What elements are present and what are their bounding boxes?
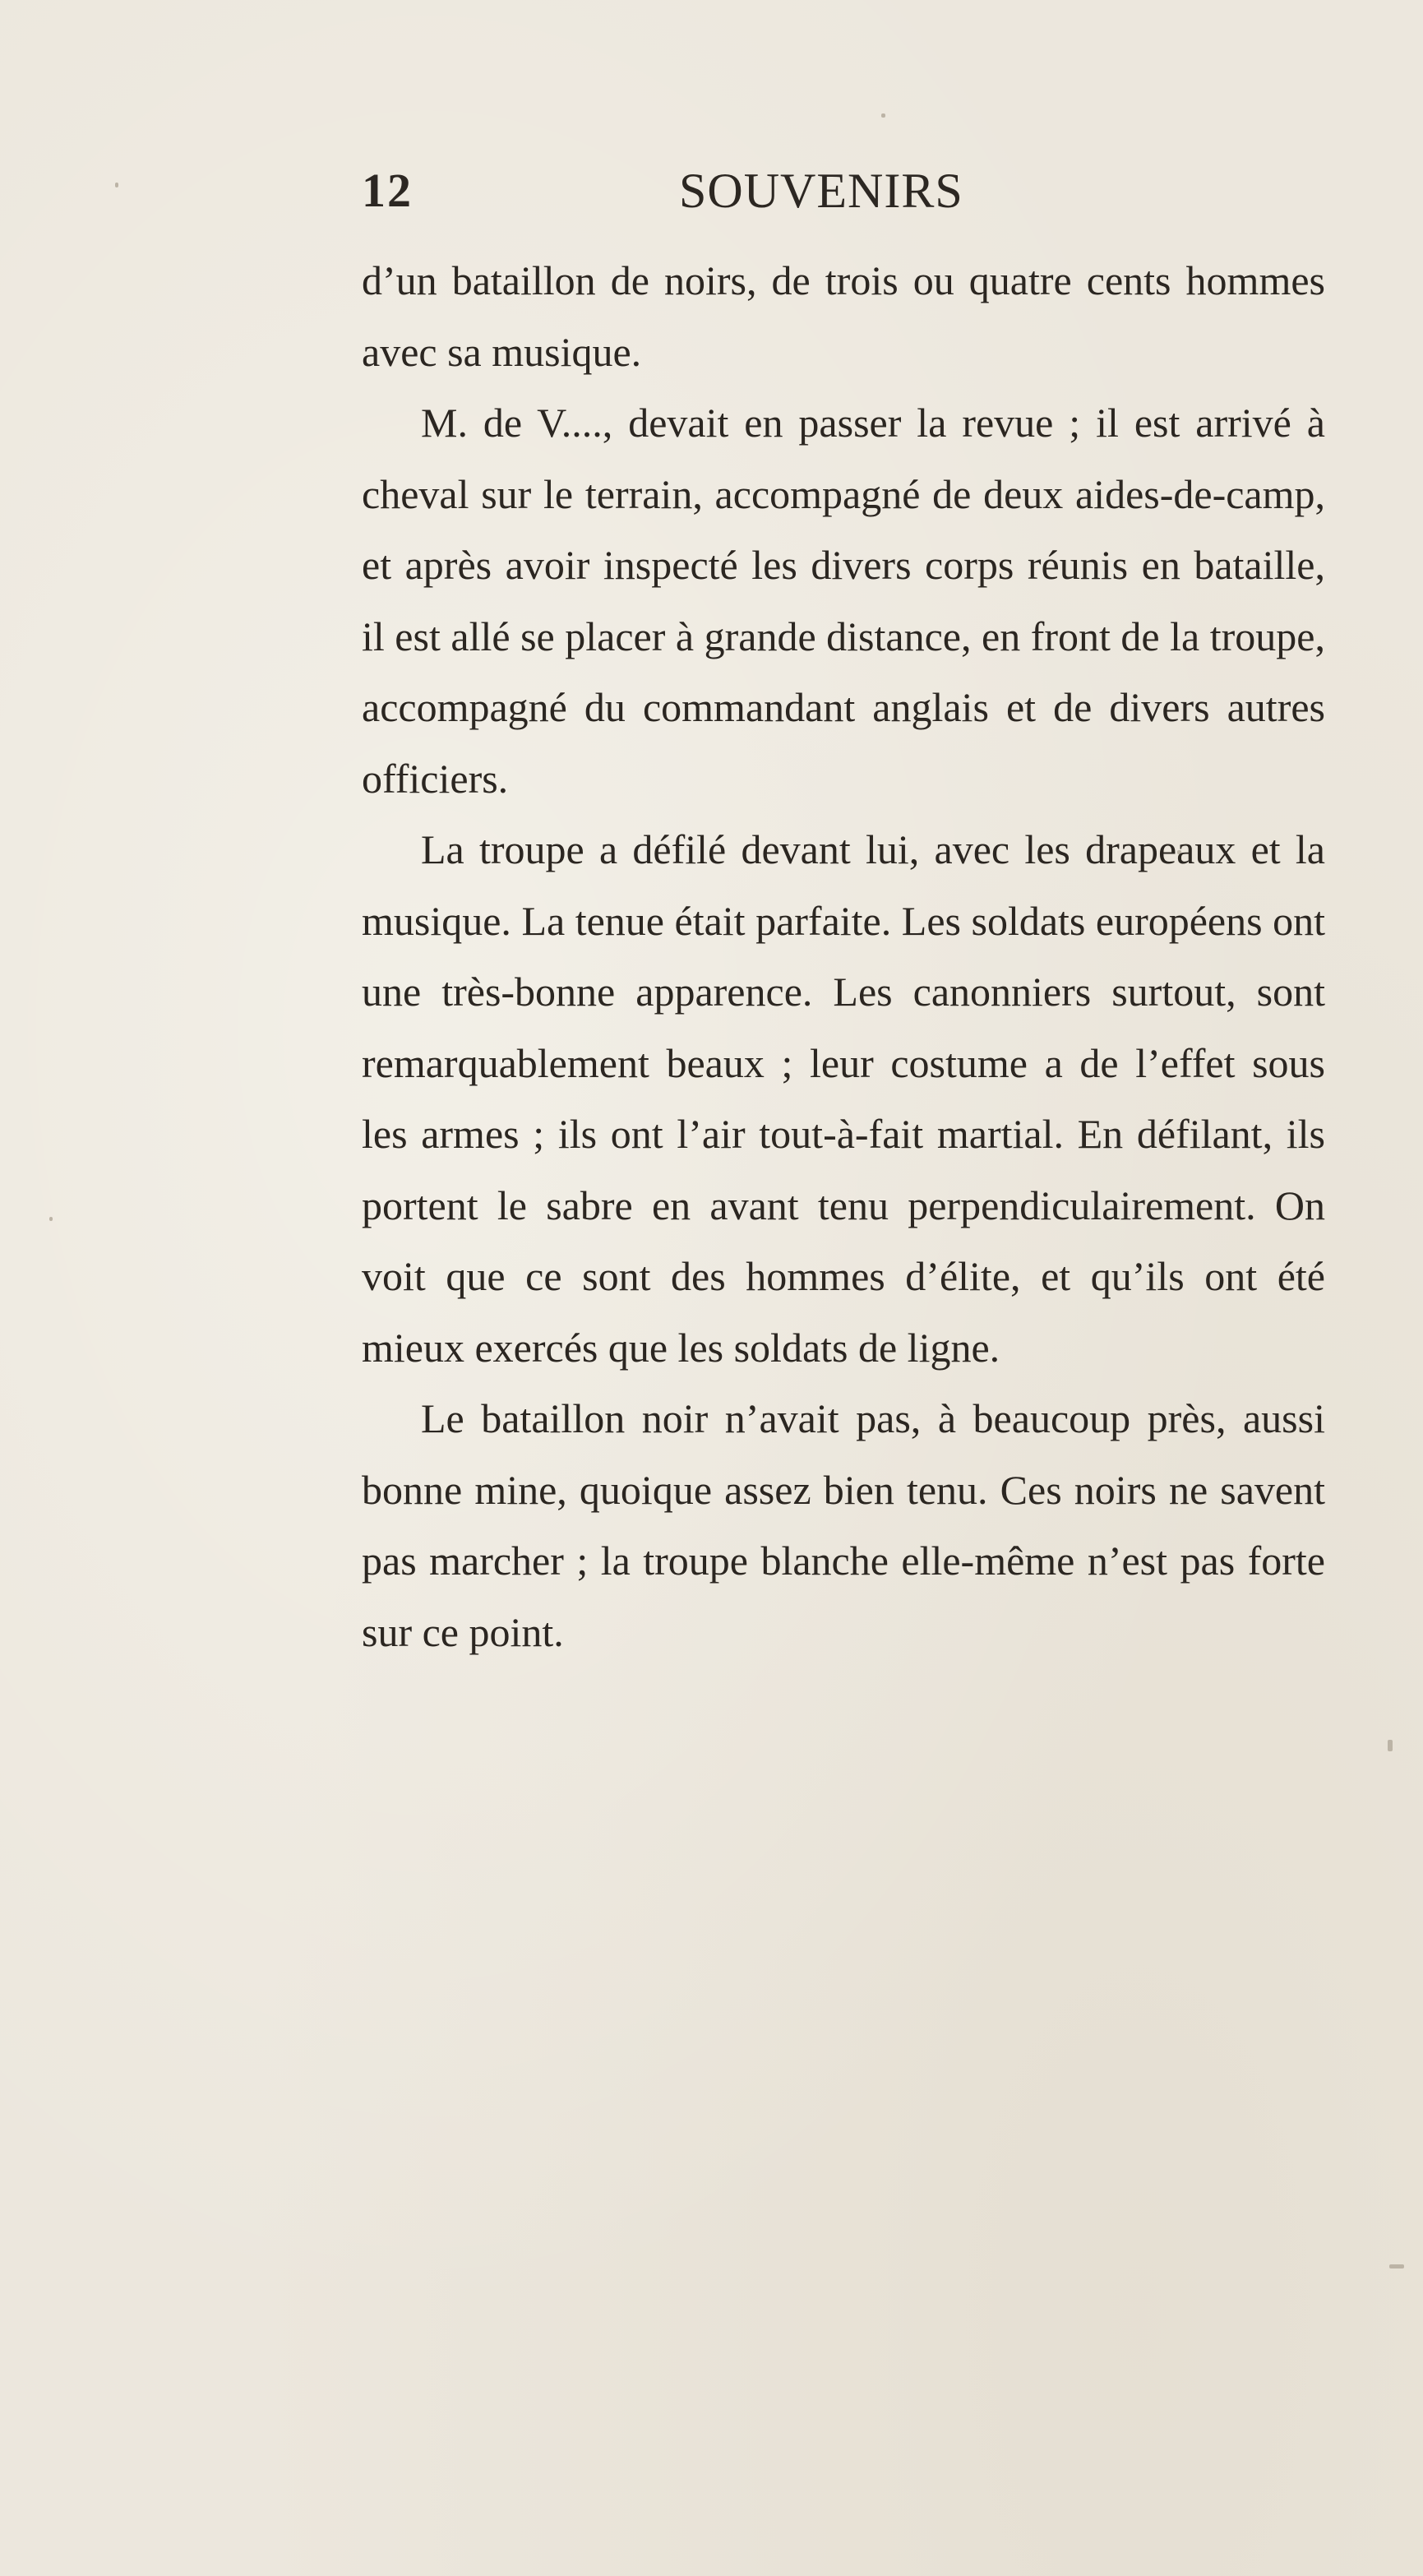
- running-title: SOUVENIRS: [679, 164, 963, 218]
- paragraph-3: La troupe a défilé devant lui, avec les drapeaux et la musique. La tenue était parfaite. Les soldats européens ont une très-bonne apparence. Les canonniers surtout, sont remarquablement beaux ; leur costume a de l’effet sous les armes ; ils ont l’air tout-à-fait martial. En défilant, ils portent le sabre en avant tenu perpendiculairement. On voit que ce sont des hommes d’élite, et qu’ils ont été mieux exercés que les soldats de ligne.: [362, 826, 1325, 1371]
- page-number: 12: [362, 164, 413, 217]
- paper-speck: [115, 183, 118, 187]
- page-header: [362, 163, 1324, 229]
- paragraph-4: Le bataillon noir n’avait pas, à beaucoup près, aussi bonne mine, quoique assez bien tenu. Ces noirs ne savent pas marcher ; la troupe blanche elle-même n’est pas forte sur ce point.: [362, 1395, 1325, 1655]
- paragraph-2: M. de V...., devait en passer la revue ; il est arrivé à cheval sur le terrain, accompagné de deux aides-de-camp, et après avoir inspecté les divers corps réunis en bataille, il est allé se placer à grande distance, en front de la troupe, accompagné du commandant anglais et de divers autres officiers.: [362, 400, 1325, 802]
- paper-speck: [49, 1217, 53, 1221]
- body-text: [362, 245, 1325, 1667]
- paragraph-1: d’un bataillon de noirs, de trois ou quatre cents hommes avec sa musique.: [362, 257, 1325, 375]
- paper-speck: [1389, 2264, 1404, 2268]
- paper-speck: [1388, 1740, 1393, 1751]
- paper-speck: [881, 113, 885, 118]
